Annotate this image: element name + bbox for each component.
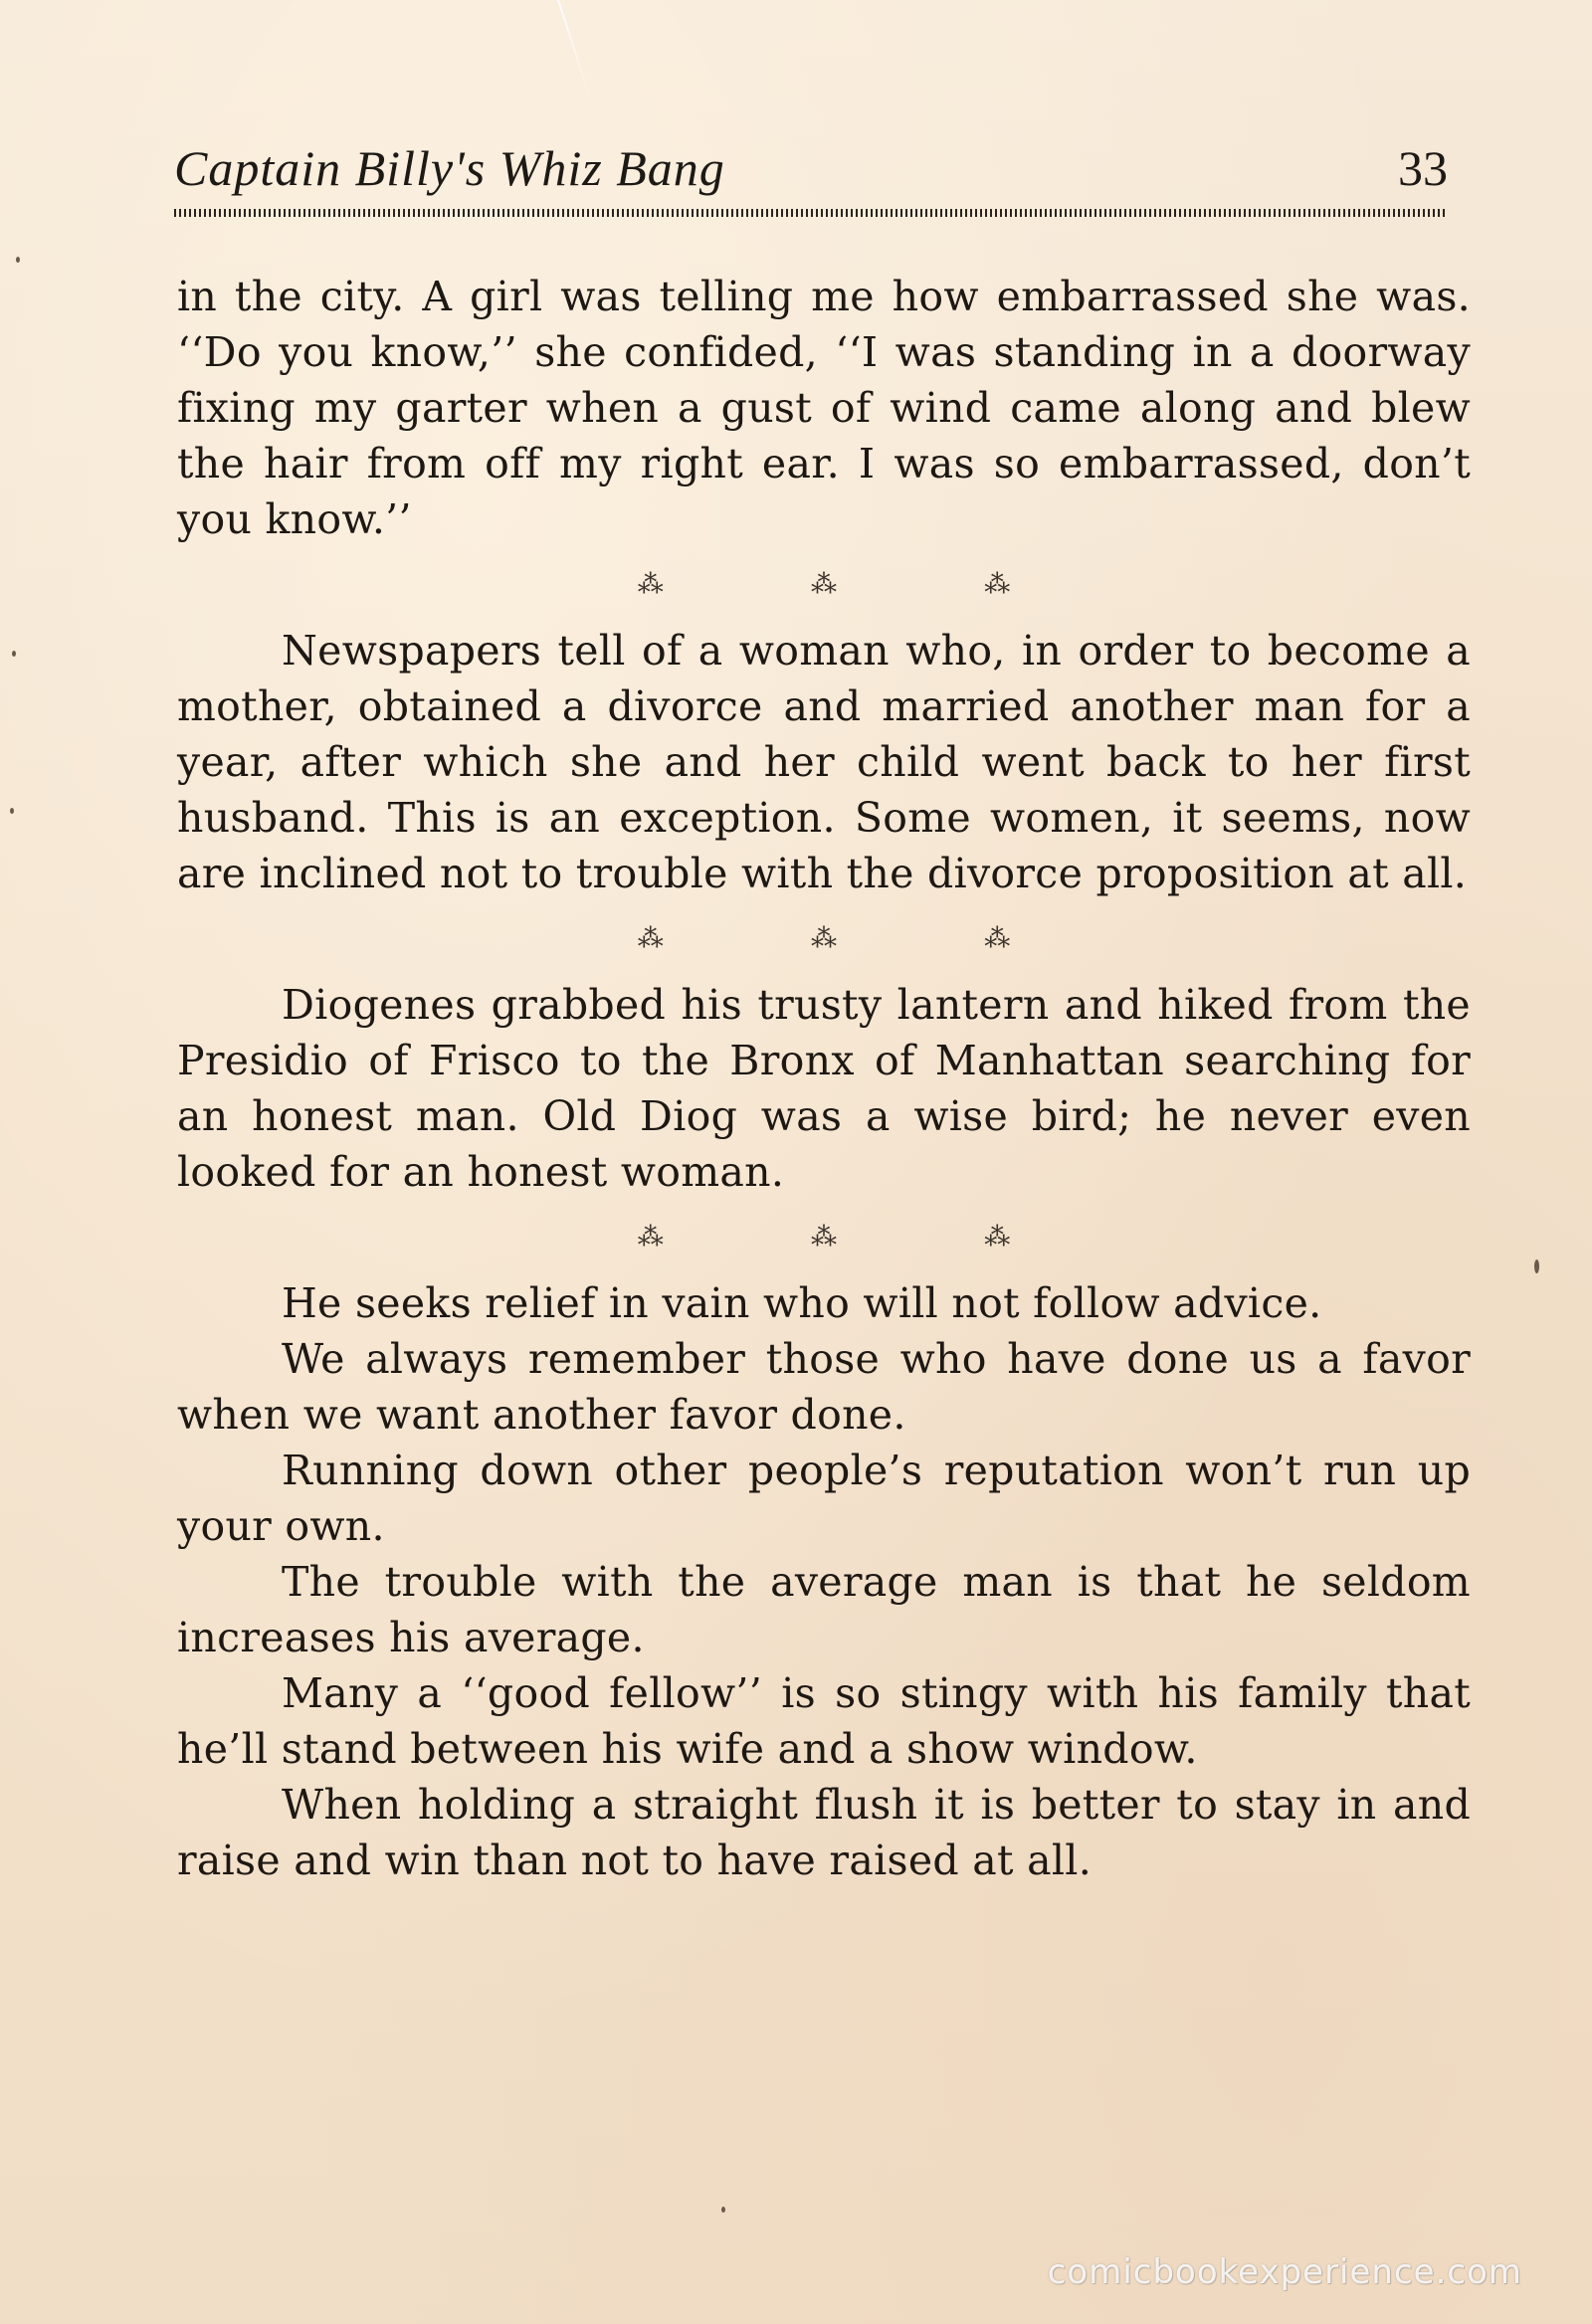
saying-reputation: Running down other people’s reputation won’t run up your own. xyxy=(177,1447,1471,1550)
header-rule xyxy=(174,209,1448,217)
paper-speck xyxy=(1534,1259,1539,1273)
watermark: comicbookexperience.com xyxy=(1047,2252,1522,2292)
saying-average: The trouble with the average man is that he seldom increases his average. xyxy=(177,1558,1471,1661)
section-divider: ⁂ ⁂ ⁂ xyxy=(637,1223,1081,1253)
paragraph-newspapers: Newspapers tell of a woman who, in order to become a mother, obtained a divorce and married another man for a year, after which she and her child went back to her first husband. This is an exception. Some women, it seems, now are inclined not to trouble with the divorce proposition at all. xyxy=(177,627,1471,897)
publication-title: Captain Billy's Whiz Bang xyxy=(174,140,725,196)
paper-crease xyxy=(557,0,593,104)
paper-speck xyxy=(16,257,20,263)
paper-speck xyxy=(10,808,14,814)
saying-good-fellow: Many a ‘‘good fellow’’ is so stingy with his family that he’ll stand between his wife and a show window. xyxy=(177,1669,1471,1773)
saying-relief: He seeks relief in vain who will not follow advice. xyxy=(282,1279,1322,1327)
running-header xyxy=(174,139,1448,219)
paper-speck xyxy=(721,2207,725,2213)
saying-straight-flush: When holding a straight flush it is better to stay in and raise and win than not to have raised at all. xyxy=(177,1781,1471,1884)
section-divider: ⁂ ⁂ ⁂ xyxy=(637,570,1081,600)
saying-favor: We always remember those who have done us a favor when we want another favor done. xyxy=(177,1335,1471,1439)
paragraph-garter-story: in the city. A girl was telling me how embarrassed she was. ‘‘Do you know,’’ she confided, ‘‘I was standing in a doorway fixing my garter when a gust of wind came along and blew the hair from off my right ear. I was so embarrassed, don’t you know.’’ xyxy=(177,273,1471,543)
page-body xyxy=(177,269,1471,1888)
section-divider: ⁂ ⁂ ⁂ xyxy=(637,924,1081,954)
page-number: 33 xyxy=(1398,140,1448,196)
paragraph-diogenes: Diogenes grabbed his trusty lantern and hiked from the Presidio of Frisco to the Bronx of Manhattan searching for an honest man. Old Diog was a wise bird; he never even looked for an honest woman. xyxy=(177,981,1471,1196)
paper-speck xyxy=(12,651,16,657)
